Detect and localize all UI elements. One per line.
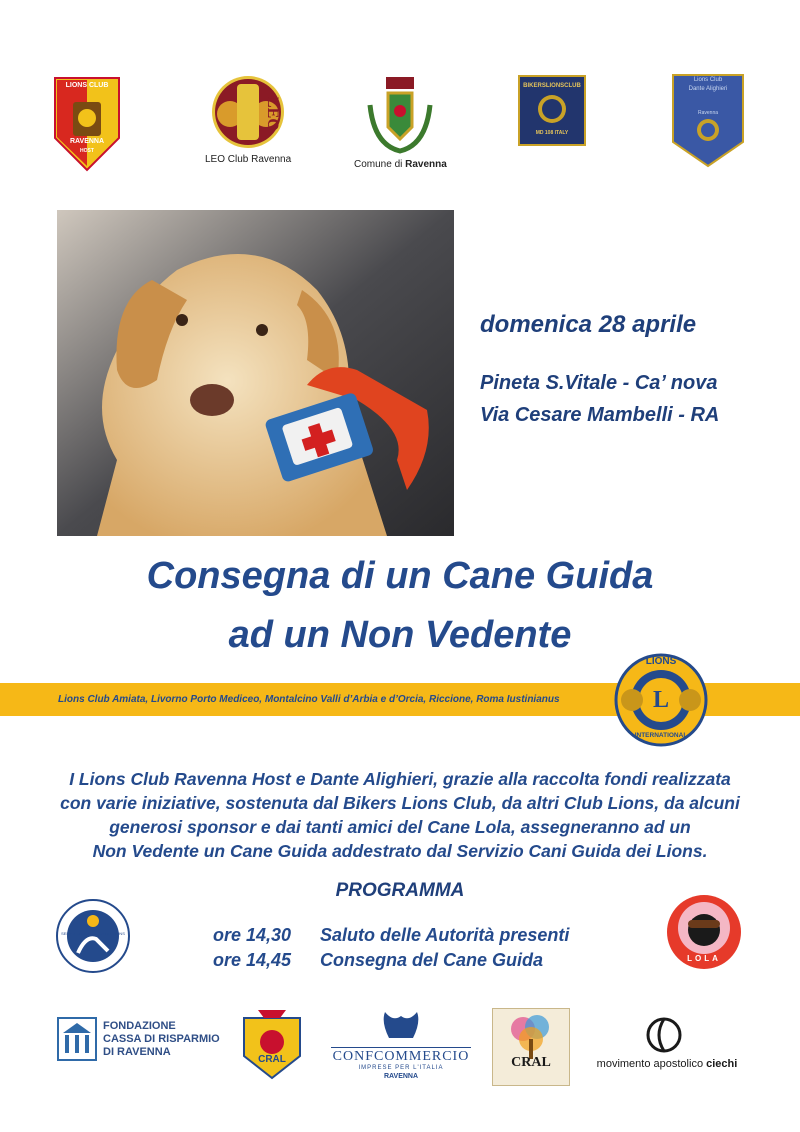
headline-line1: Consegna di un Cane Guida <box>146 555 654 597</box>
dante-top-text: Lions Club <box>693 77 723 83</box>
comune-caption-city: Ravenna <box>405 159 447 170</box>
lions-host-sub-text: HOST <box>80 148 94 154</box>
cral-logo-1 <box>240 1008 304 1080</box>
intro-line4: Non Vedente un Cane Guida addestrato dal Servizio Cani Guida dei Lions. <box>92 841 708 861</box>
event-place-line2: Via Cesare Mambelli - RA <box>480 404 720 426</box>
cral2-text: CRAL <box>511 1055 551 1070</box>
confcommercio-tagline: IMPRESE PER L'ITALIA <box>358 1065 444 1071</box>
program-item <box>213 950 291 971</box>
fondazione-cassa-logo <box>57 1017 220 1061</box>
confcommercio-city: RAVENNA <box>383 1073 419 1080</box>
servizio-ring-text: SERVIZIO CANI GUIDA DEI LIONS <box>61 931 125 936</box>
lions-host-city-text: RAVENNA <box>69 138 105 145</box>
servizio-cani-guida-logo <box>56 899 130 973</box>
leo-club-logo <box>205 74 291 165</box>
comune-ravenna-logo <box>354 75 447 170</box>
emblem-letter: L <box>652 687 669 713</box>
bikers-sub-text: MD 108 ITALY <box>535 130 569 136</box>
lions-host-banner-text: LIONS CLUB <box>65 82 109 89</box>
cral-shield-icon <box>240 1008 304 1080</box>
emblem-bottom-text: INTERNATIONAL <box>634 732 688 739</box>
comune-caption-prefix: Comune di <box>354 159 406 170</box>
intro-line2: con varie iniziative, sostenuta dal Bikers Lions Club, da altri Club Lions, da alcuni <box>60 793 740 813</box>
leo-club-caption: LEO Club Ravenna <box>205 154 292 165</box>
mac-suffix: ciechi <box>706 1058 738 1070</box>
dante-bottom-text: Ravenna <box>697 110 718 116</box>
dante-mid-text: Dante Alighieri <box>688 86 728 92</box>
program-heading: PROGRAMMA <box>335 880 465 901</box>
sponsor-clubs-text: Lions Club Amiata, Livorno Porto Mediceo, Montalcino Valli d’Arbia e d’Orcia, Riccione, Roma Iustinianus <box>58 694 560 705</box>
program-time: ore 14,45 <box>213 950 292 970</box>
leo-mark-text: LEO <box>264 97 281 131</box>
program-item <box>213 925 291 946</box>
lions-shield-icon <box>53 76 121 172</box>
emblem-top-text: LIONS <box>645 656 677 667</box>
fondazione-line3: DI RAVENNA <box>103 1045 171 1058</box>
dante-alighieri-logo <box>672 74 744 168</box>
bikers-arc-text: BIKERSLIONSCLUB <box>523 83 581 89</box>
event-place-line1: Pineta S.Vitale - Ca’ nova <box>480 372 718 394</box>
guide-dog-illustration <box>57 210 454 536</box>
lions-international-emblem <box>614 653 708 747</box>
mac-emblem-icon <box>592 1015 742 1053</box>
guide-dog-badge-icon <box>56 899 130 973</box>
movimento-apostolico-ciechi-logo <box>592 1015 742 1075</box>
fondazione-line2: CASSA DI RISPARMIO <box>103 1032 220 1045</box>
intro-paragraph <box>50 767 750 863</box>
eagle-icon <box>331 1008 471 1042</box>
guide-dog-photo <box>57 210 454 536</box>
lions-club-ravenna-host-logo <box>53 76 121 172</box>
confcommercio-name: CONFCOMMERCIO <box>332 1049 470 1064</box>
coat-of-arms-icon <box>364 75 436 155</box>
lola-logo <box>666 894 742 970</box>
fondazione-building-icon <box>57 1017 97 1061</box>
intro-line1: I Lions Club Ravenna Host e Dante Alighieri, grazie alla raccolta fondi realizzata <box>69 769 731 789</box>
cral1-text: CRAL <box>258 1054 286 1065</box>
program-label: Saluto delle Autorità presenti <box>320 925 570 945</box>
confcommercio-logo <box>331 1008 471 1078</box>
fondazione-line1: FONDAZIONE <box>103 1019 176 1032</box>
cral-logo-2 <box>492 1008 570 1086</box>
intro-line3: generosi sponsor e dai tanti amici del Cane Lola, assegneranno ad un <box>109 817 691 837</box>
lola-label: LOLA <box>687 954 721 963</box>
event-date: domenica 28 aprile <box>480 311 697 338</box>
tree-icon <box>493 1009 569 1059</box>
mac-prefix: movimento apostolico <box>596 1058 707 1070</box>
bikers-lions-club-logo <box>518 75 586 153</box>
program-label: Consegna del Cane Guida <box>320 950 544 970</box>
headline-line2: ad un Non Vedente <box>228 614 572 656</box>
program-time: ore 14,30 <box>213 925 292 945</box>
